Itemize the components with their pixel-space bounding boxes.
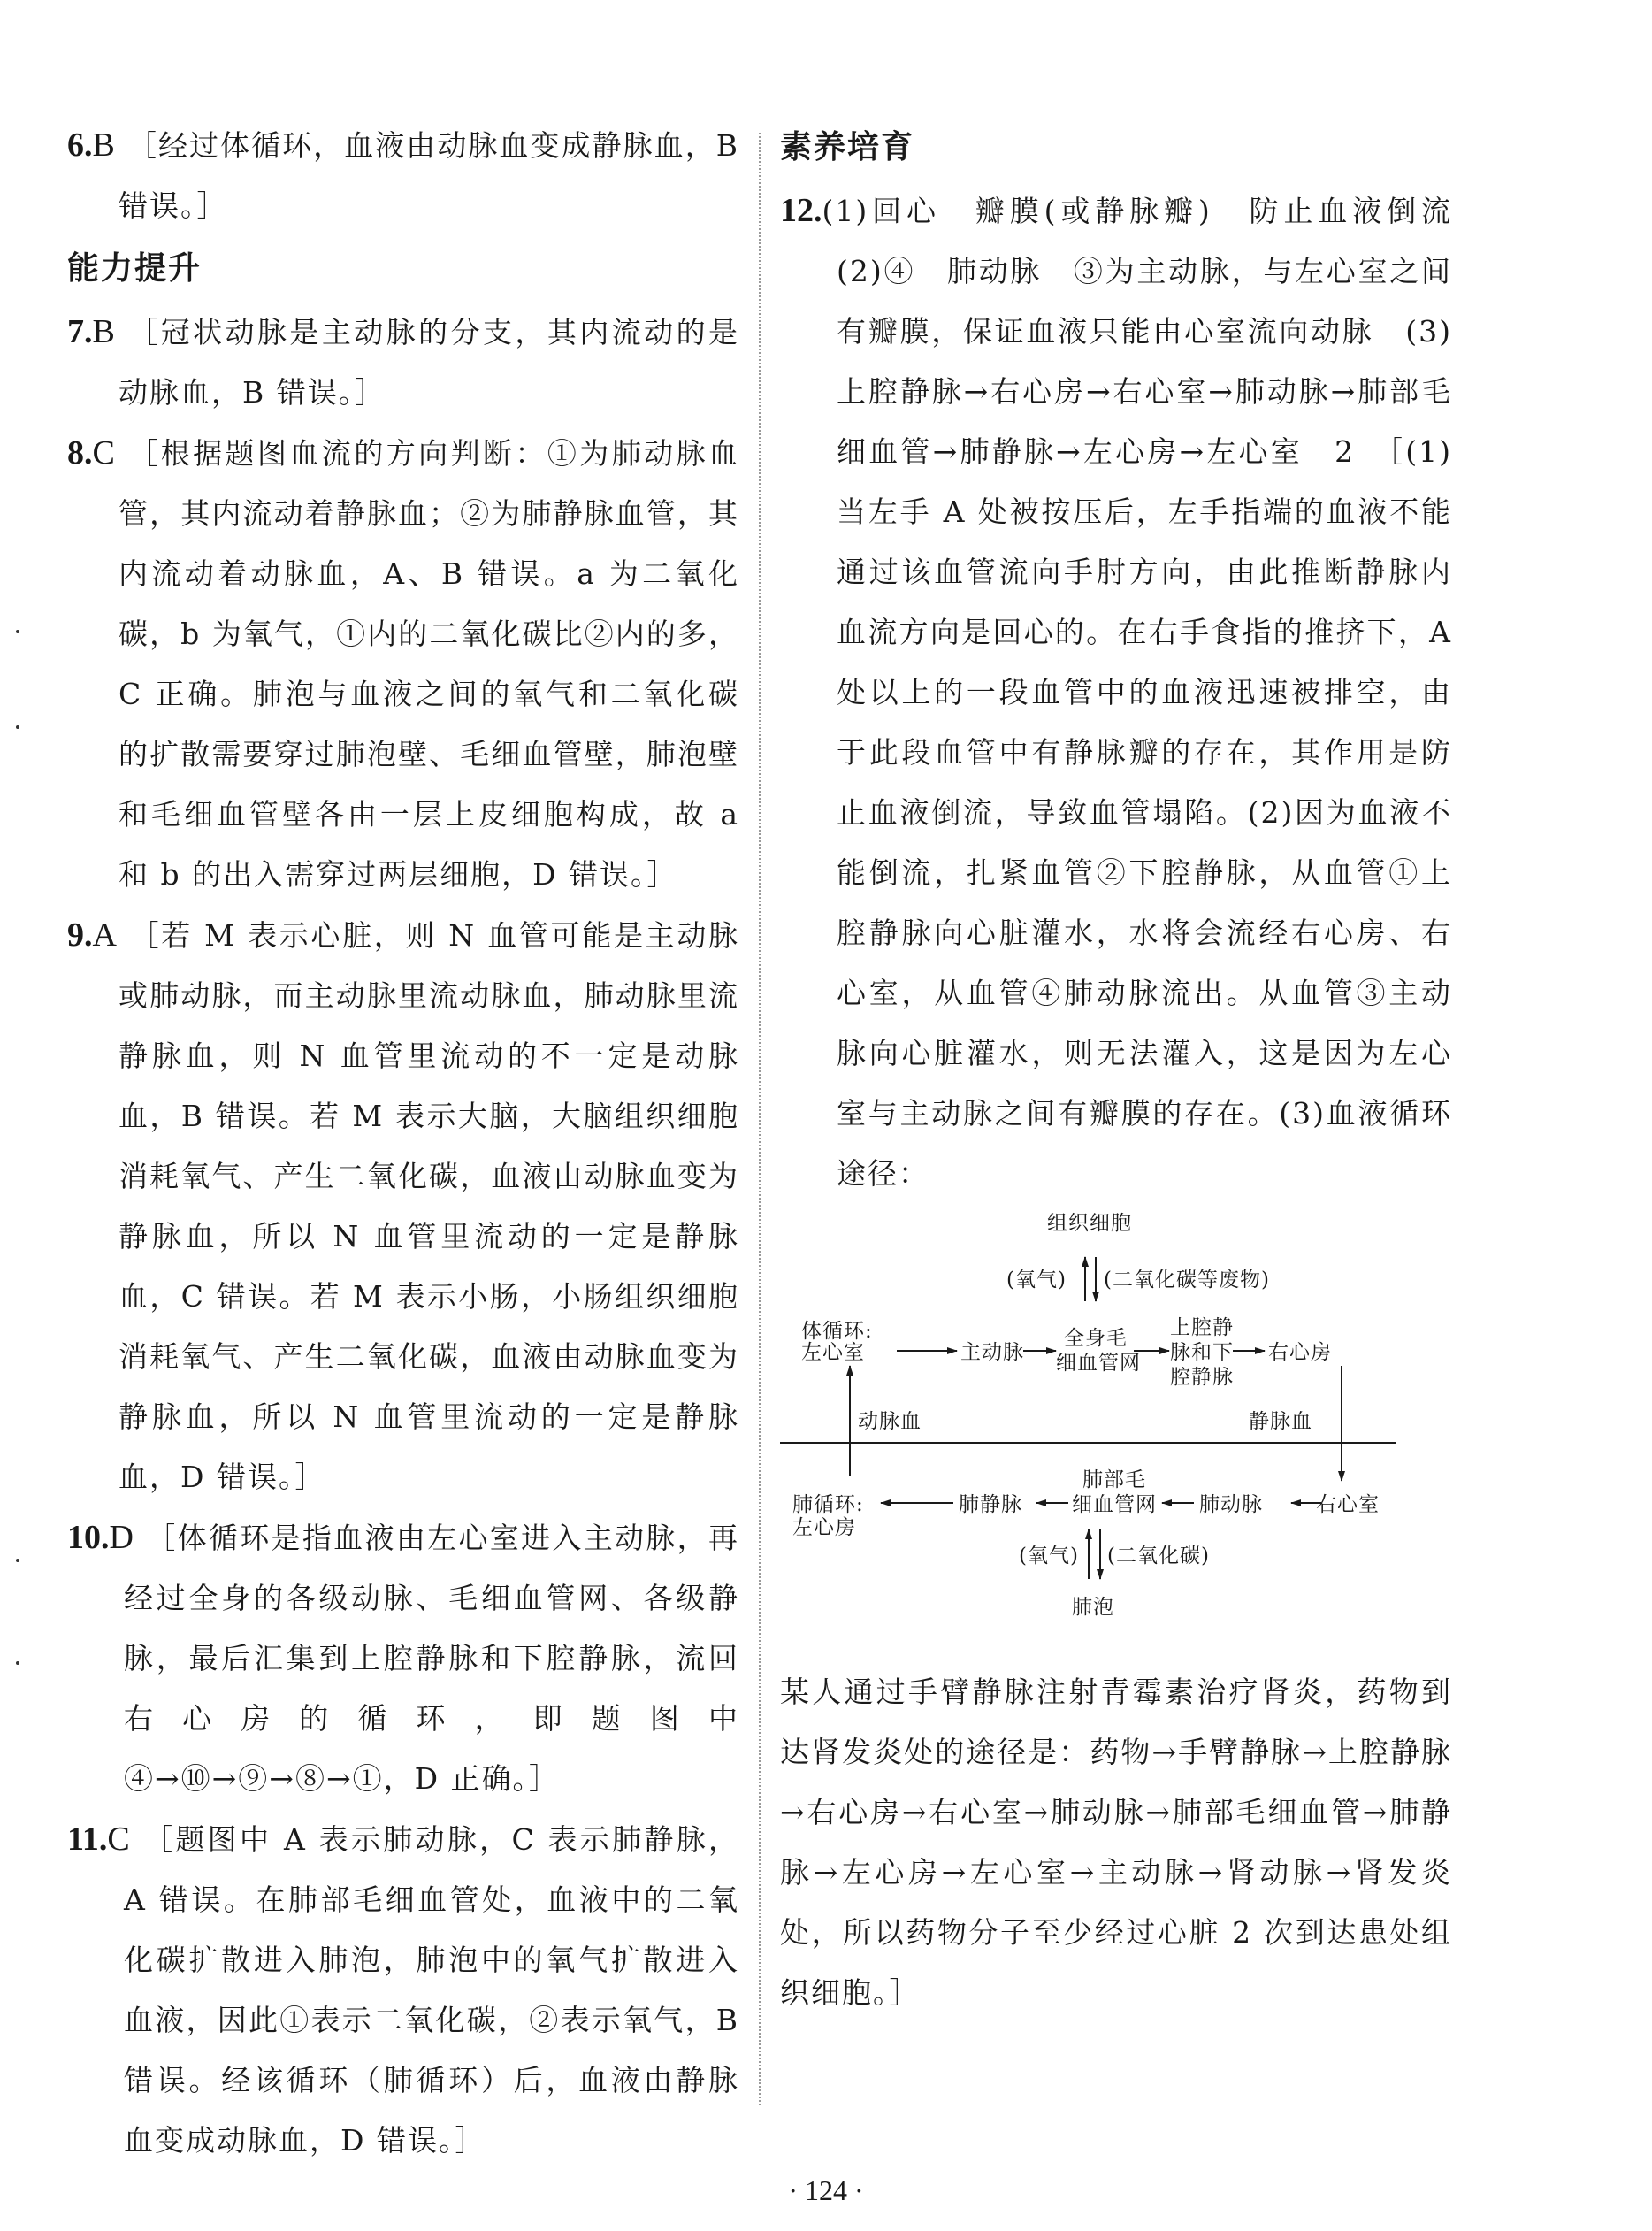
margin-dot xyxy=(16,725,19,729)
question-number: 10. xyxy=(67,1519,110,1556)
right-column xyxy=(780,115,1483,2023)
label-co2-waste: (二氧化碳等废物) xyxy=(1104,1269,1270,1292)
label-vena-cava xyxy=(1169,1315,1235,1390)
section-heading-ability: 能力提升 xyxy=(67,250,203,287)
question-number: 11. xyxy=(67,1821,108,1858)
answer-11 xyxy=(67,1809,739,2171)
answer-12-continued: 某人通过手臂静脉注射青霉素治疗肾炎，药物到达肾发炎处的途径是：药物→手臂静脉→上腔静脉→右心房→右心室→肺动脉→肺部毛细血管→肺静脉→左心房→左心室→主动脉→肾动脉→肾发炎处，所以药物分子至少经过心脏 2 次到达患处组织细胞。］ xyxy=(780,1675,1452,2010)
label-pulmonary-circulation: 肺循环: xyxy=(792,1493,864,1516)
answer-explanation: ［根据题图血流的方向判断：①为肺动脉血管，其内流动着静脉血；②为肺静脉血管，其内流动着动脉血，A、B 错误。a 为二氧化碳，b 为氧气，①内的二氧化碳比②内的多，C 正确。肺泡与血液之间的氧气和二氧化碳的扩散需要穿过肺泡壁、毛细血管壁，肺泡壁和毛细血管壁各由一层上皮细胞构成，故 a 和 b 的出入需穿过两层细胞，D 错误。］ xyxy=(119,436,739,892)
label-systemic-circulation: 体循环: xyxy=(801,1320,873,1343)
margin-dot xyxy=(16,1661,19,1665)
answer-explanation: (1)回心 瓣膜(或静脉瓣) 防止血液倒流 (2)④ 肺动脉 ③为主动脉，与左心室之间有瓣膜，保证血液只能由心室流向动脉 (3)上腔静脉→右心房→右心室→肺动脉→肺部毛细血管→肺静脉→左心房→左心室 2 ［(1)当左手 A 处被按压后，左手指端的血液不能通过该血管流向手肘方向，由此推断静脉内血流方向是回心的。在右手食指的推挤下，A 处以上的一段血管中的血液迅速被排空，由于此段血管中有静脉瓣的存在，其作用是防止血液倒流，导致血管塌陷。(2)因为血液不能倒流，扎紧血管②下腔静脉，从血管①上腔静脉向心脏灌水，水将会流经右心房、右心室，从血管④肺动脉流出。从血管③主动脉向心脏灌水，则无法灌入，这是因为左心室与主动脉之间有瓣膜的存在。(3)血液循环途径： xyxy=(822,194,1483,1191)
label-lung-capillaries xyxy=(1068,1468,1160,1517)
blood-circulation-diagram xyxy=(780,1211,1452,1662)
answer-6 xyxy=(67,115,739,236)
answer-9 xyxy=(67,905,739,1507)
answer-letter: B xyxy=(92,313,115,350)
label-venous-blood: 静脉血 xyxy=(1249,1410,1312,1433)
answer-7 xyxy=(67,302,739,423)
answer-explanation: ［经过体循环，血液由动脉血变成静脉血，B 错误。］ xyxy=(119,128,739,223)
answer-letter: A xyxy=(92,916,117,954)
label-body-capillaries xyxy=(1056,1326,1141,1376)
label-tissue-cells: 组织细胞 xyxy=(1047,1212,1132,1235)
answer-12 xyxy=(780,180,1483,1204)
question-number: 6. xyxy=(67,126,93,164)
text-line: 上腔静 xyxy=(1170,1316,1234,1339)
text-line: 腔静脉 xyxy=(1170,1366,1234,1389)
column-divider xyxy=(759,133,761,2105)
text-line: 肺部毛 xyxy=(1082,1468,1146,1491)
answer-explanation: ［若 M 表示心脏，则 N 血管可能是主动脉或肺动脉，而主动脉里流动脉血，肺动脉里流静脉血，则 N 血管里流动的不一定是动脉血，B 错误。若 M 表示大脑，大脑组织细胞消耗氧气、产生二氧化碳，血液由动脉血变为静脉血，所以 N 血管里流动的一定是静脉血，C 错误。若 M 表示小肠，小肠组织细胞消耗氧气、产生二氧化碳，血液由动脉血变为静脉血，所以 N 血管里流动的一定是静脉血，D 错误。］ xyxy=(119,918,739,1494)
text-line: 全身毛 xyxy=(1064,1327,1128,1350)
answer-10 xyxy=(67,1507,739,1809)
answer-letter: D xyxy=(109,1519,134,1556)
label-right-ventricle: 右心室 xyxy=(1316,1493,1380,1516)
label-pulmonary-vein: 肺静脉 xyxy=(959,1493,1022,1516)
question-number: 9. xyxy=(67,916,93,954)
answer-explanation: ［体循环是指血液由左心室进入主动脉，再经过全身的各级动脉、毛细血管网、各级静脉，最后汇集到上腔静脉和下腔静脉，流回右心房的循环，即题图中④→⑩→⑨→⑧→①，D 正确。］ xyxy=(124,1521,739,1796)
answer-letter: C xyxy=(92,434,115,472)
label-pulmonary-artery: 肺动脉 xyxy=(1199,1493,1263,1516)
text-line: 细血管网 xyxy=(1056,1352,1141,1375)
answer-letter: C xyxy=(107,1821,130,1858)
question-number: 8. xyxy=(67,434,93,472)
label-left-atrium: 左心房 xyxy=(792,1516,856,1539)
label-oxygen-top: (氧气) xyxy=(1006,1269,1067,1292)
section-heading-literacy: 素养培育 xyxy=(780,129,915,165)
answer-explanation: ［冠状动脉是主动脉的分支，其内流动的是动脉血，B 错误。］ xyxy=(119,315,739,410)
label-co2-bottom: (二氧化碳) xyxy=(1107,1545,1210,1568)
question-number: 7. xyxy=(67,313,93,350)
text-line: 脉和下 xyxy=(1170,1341,1234,1364)
text-line: 细血管网 xyxy=(1072,1493,1157,1516)
label-left-ventricle: 左心室 xyxy=(801,1341,865,1364)
question-number: 12. xyxy=(780,192,822,229)
left-column xyxy=(67,115,739,2171)
label-alveoli: 肺泡 xyxy=(1072,1596,1114,1619)
page-number: · 124 · xyxy=(788,2174,864,2206)
answer-letter: B xyxy=(92,126,115,164)
label-arterial-blood: 动脉血 xyxy=(858,1410,922,1433)
margin-dot xyxy=(16,1559,19,1562)
answer-explanation: ［题图中 A 表示肺动脉，C 表示肺静脉，A 错误。在肺部毛细血管处，血液中的二氧化碳扩散进入肺泡，肺泡中的氧气扩散进入血液，因此①表示二氧化碳，②表示氧气，B 错误。经该循环（肺循环）后，血液由静脉血变成动脉血，D 错误。］ xyxy=(124,1822,739,2158)
label-right-atrium: 右心房 xyxy=(1268,1341,1332,1364)
label-oxygen-bottom: (氧气) xyxy=(1019,1545,1079,1568)
label-aorta: 主动脉 xyxy=(960,1341,1024,1364)
margin-dot xyxy=(16,630,19,633)
answer-8 xyxy=(67,423,739,905)
